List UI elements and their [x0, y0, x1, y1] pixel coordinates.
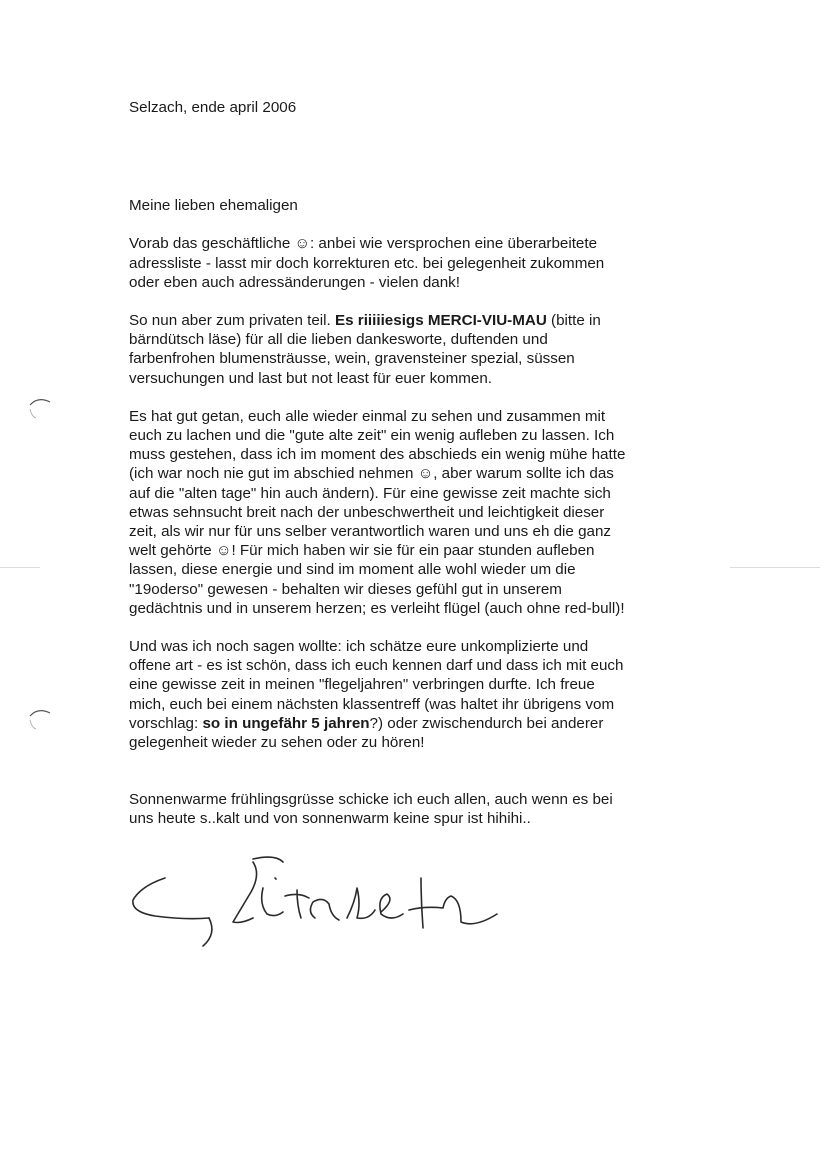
- text-line: zeit, als wir nur für uns selber verantwortlich waren und uns eh die ganz: [129, 523, 612, 541]
- text-segment: vorschlag:: [129, 714, 203, 732]
- text-line: lassen, diese energie und sind im moment alle wohl wieder um die: [129, 561, 576, 579]
- text-segment: (bitte in: [546, 312, 601, 330]
- text-line: versuchungen und last but not least für euer kommen.: [129, 369, 493, 387]
- text-line: auf die "alten tage" hin auch ändern). Für eine gewisse zeit machte sich: [129, 484, 611, 502]
- text-line: [129, 714, 689, 733]
- text-segment: So nun aber zum privaten teil.: [129, 312, 335, 330]
- text-line: muss gestehen, dass ich im moment des abschieds ein wenig mühe hatte: [129, 446, 626, 464]
- paragraph-closing: [129, 790, 689, 828]
- text-segment: ?) oder zwischendurch bei anderer: [369, 714, 604, 732]
- text-line: gelegenheit wieder zu sehen oder zu hören!: [129, 734, 425, 752]
- paragraph-thanks: [129, 311, 689, 388]
- text-line: gedächtnis und in unserem herzen; es verleiht flügel (auch ohne red-bull)!: [129, 599, 625, 617]
- text-line: bärndütsch läse) für all die lieben dankesworte, duftenden und: [129, 331, 548, 349]
- text-line: Vorab das geschäftliche ☺: anbei wie versprochen eine überarbeitete: [129, 235, 598, 253]
- handwritten-signature: [125, 848, 505, 958]
- letter-body: [129, 98, 689, 848]
- text-line: Und was ich noch sagen wollte: ich schätze eure unkomplizierte und: [129, 638, 589, 656]
- letter-date: Selzach, ende april 2006: [129, 99, 297, 116]
- text-line: farbenfrohen blumensträusse, wein, gravensteiner spezial, süssen: [129, 350, 575, 368]
- text-line: uns heute s..kalt und von sonnenwarm keine spur ist hihihi..: [129, 810, 531, 828]
- text-line: mich, euch bei einem nächsten klassentreff (was haltet ihr übrigens vom: [129, 695, 615, 713]
- punch-hole-mark-bottom: [26, 704, 54, 734]
- scan-line-right: [730, 567, 820, 568]
- paragraph-reunion: [129, 407, 689, 618]
- text-line: [129, 311, 689, 330]
- punch-hole-mark-top: [26, 393, 54, 423]
- text-line: eine gewisse zeit in meinen "flegeljahren" verbringen durfte. Ich freue: [129, 676, 595, 694]
- text-line: adressliste - lasst mir doch korrekturen etc. bei gelegenheit zukommen: [129, 254, 605, 272]
- letter-greeting: Meine lieben ehemaligen: [129, 197, 298, 215]
- text-line: Es hat gut getan, euch alle wieder einmal zu sehen und zusammen mit: [129, 407, 606, 425]
- text-line: offene art - es ist schön, dass ich euch kennen darf und dass ich mit euch: [129, 657, 624, 675]
- text-line: "19oderso" gewesen - behalten wir dieses gefühl gut in unserem: [129, 580, 562, 598]
- text-line: euch zu lachen und die "gute alte zeit" ein wenig aufleben zu lassen. Ich: [129, 427, 615, 445]
- text-line: etwas sehnsucht breit nach der unbeschwertheit und leichtigkeit dieser: [129, 503, 605, 521]
- bold-thanks: Es riiiiiesigs MERCI-VIU-MAU: [335, 312, 547, 330]
- paragraph-business: [129, 234, 689, 292]
- paragraph-appreciation: [129, 637, 689, 752]
- text-line: oder eben auch adressänderungen - vielen dank!: [129, 273, 460, 291]
- bold-proposal: so in ungefähr 5 jahren: [202, 714, 370, 732]
- scan-line-left: [0, 567, 40, 568]
- text-line: Sonnenwarme frühlingsgrüsse schicke ich euch allen, auch wenn es bei: [129, 791, 613, 809]
- text-line: (ich war noch nie gut im abschied nehmen ☺, aber warum sollte ich das: [129, 465, 614, 483]
- text-line: welt gehörte ☺! Für mich haben wir sie für ein paar stunden aufleben: [129, 542, 595, 560]
